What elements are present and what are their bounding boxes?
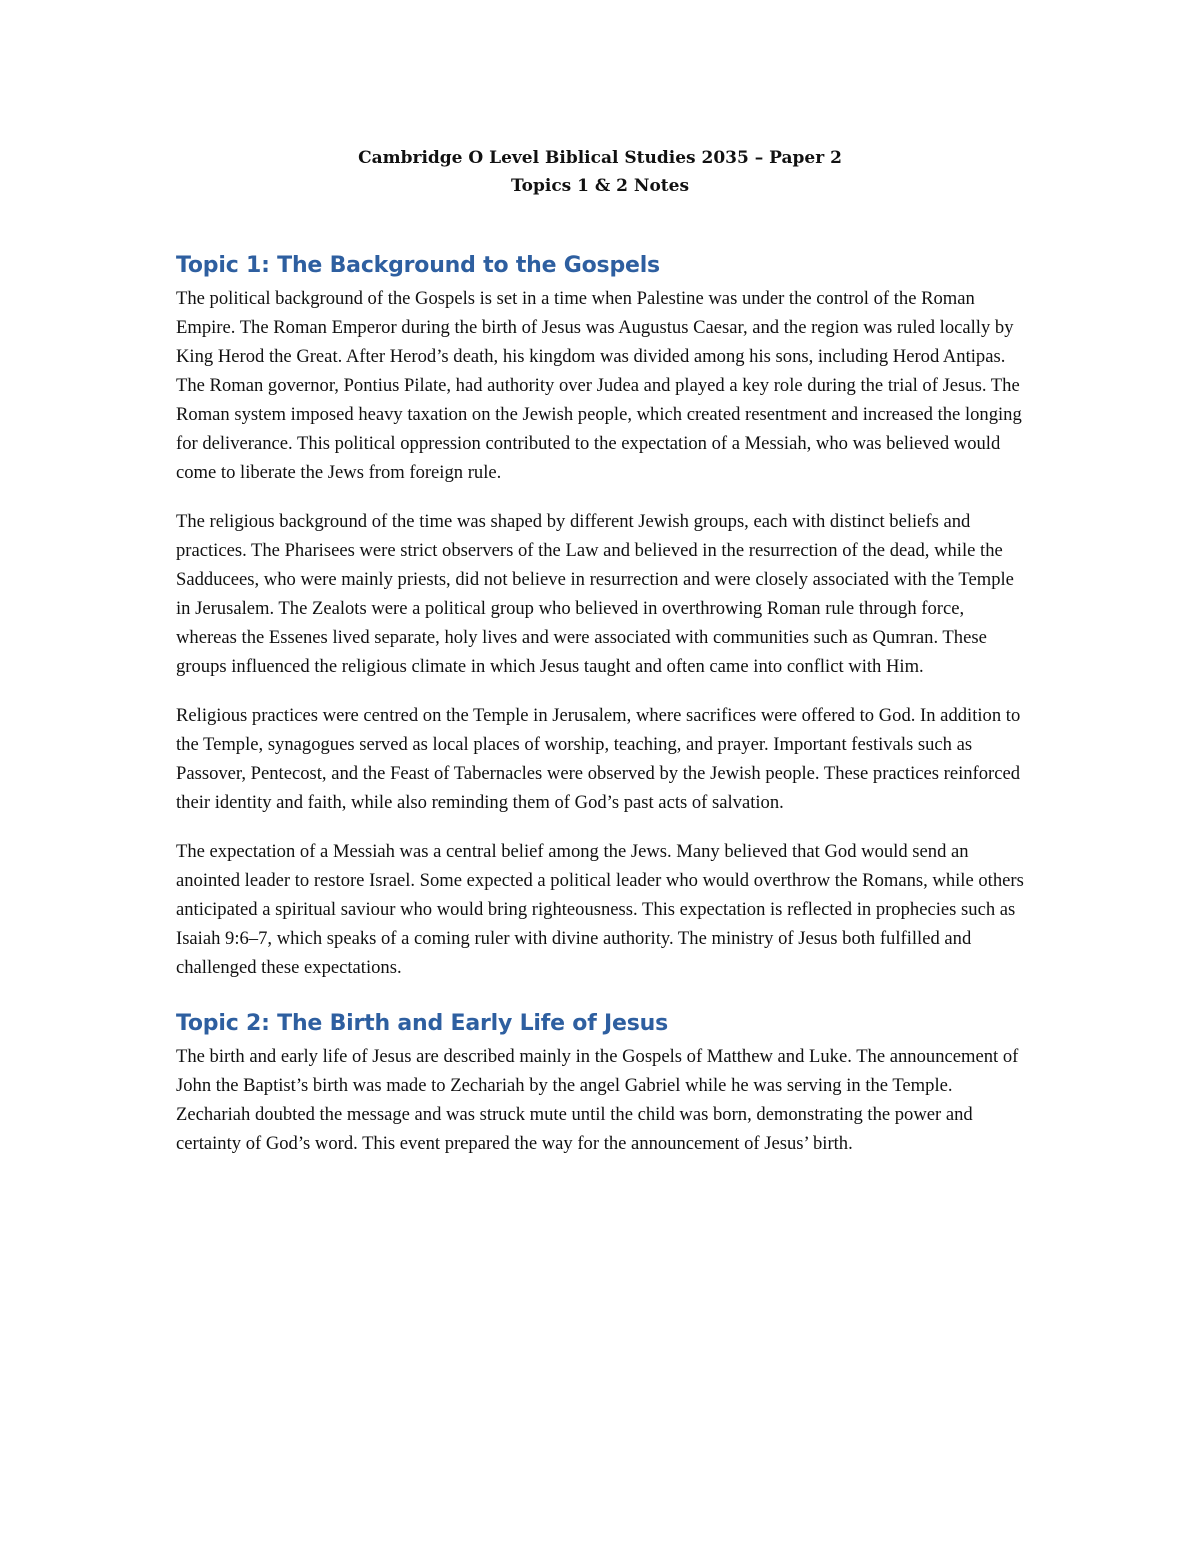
document-title-line-1: Cambridge O Level Biblical Studies 2035 – Paper 2: [358, 148, 842, 168]
topic-1-paragraph-messiah: The expectation of a Messiah was a central belief among the Jews. Many believed that God would send an anointed leader to restore Israel. Some expected a political leader who would overthrow the Romans, while others anticipated a spiritual saviour who would bring righteousness. This expectation is reflected in prophecies such as Isaiah 9:6–7, which speaks of a coming ruler with divine authority. The ministry of Jesus both fulfilled and challenged these expectations.: [176, 841, 1024, 978]
document-title: [0, 144, 1200, 200]
topic-2-paragraph-birth: The birth and early life of Jesus are described mainly in the Gospels of Matthew and Luke. The announcement of John the Baptist’s birth was made to Zechariah by the angel Gabriel while he was serving in the Temple. Zechariah doubted the message and was struck mute until the child was born, demonstrating the power and certainty of God’s word. This event prepared the way for the announcement of Jesus’ birth.: [176, 1046, 1019, 1154]
topic-1-paragraph-religious: The religious background of the time was shaped by different Jewish groups, each with distinct beliefs and practices. The Pharisees were strict observers of the Law and believed in the resurrection of the dead, while the Sadducees, who were mainly priests, did not believe in resurrection and were closely associated with the Temple in Jerusalem. The Zealots were a political group who believed in overthrowing Roman rule through force, whereas the Essenes lived separate, holy lives and were associated with communities such as Qumran. These groups influenced the religious climate in which Jesus taught and often came into conflict with Him.: [176, 511, 1014, 677]
topic-1-heading: Topic 1: The Background to the Gospels: [176, 253, 660, 278]
topic-1-paragraph-political: The political background of the Gospels is set in a time when Palestine was under the control of the Roman Empire. The Roman Emperor during the birth of Jesus was Augustus Caesar, and the region was ruled locally by King Herod the Great. After Herod’s death, his kingdom was divided among his sons, including Herod Antipas. The Roman governor, Pontius Pilate, had authority over Judea and played a key role during the trial of Jesus. The Roman system imposed heavy taxation on the Jewish people, which created resentment and increased the longing for deliverance. This political oppression contributed to the expectation of a Messiah, who was believed would come to liberate the Jews from foreign rule.: [176, 288, 1022, 483]
document-body: [176, 250, 1028, 1158]
document-title-line-2: Topics 1 & 2 Notes: [510, 176, 690, 196]
topic-1-paragraph-practices: Religious practices were centred on the Temple in Jerusalem, where sacrifices were offered to God. In addition to the Temple, synagogues served as local places of worship, teaching, and prayer. Important festivals such as Passover, Pentecost, and the Feast of Tabernacles were observed by the Jewish people. These practices reinforced their identity and faith, while also reminding them of God’s past acts of salvation.: [176, 705, 1021, 813]
topic-2-heading: Topic 2: The Birth and Early Life of Jesus: [176, 1011, 668, 1036]
topic-1-section: [176, 250, 1028, 982]
topic-2-section: [176, 1008, 1028, 1158]
